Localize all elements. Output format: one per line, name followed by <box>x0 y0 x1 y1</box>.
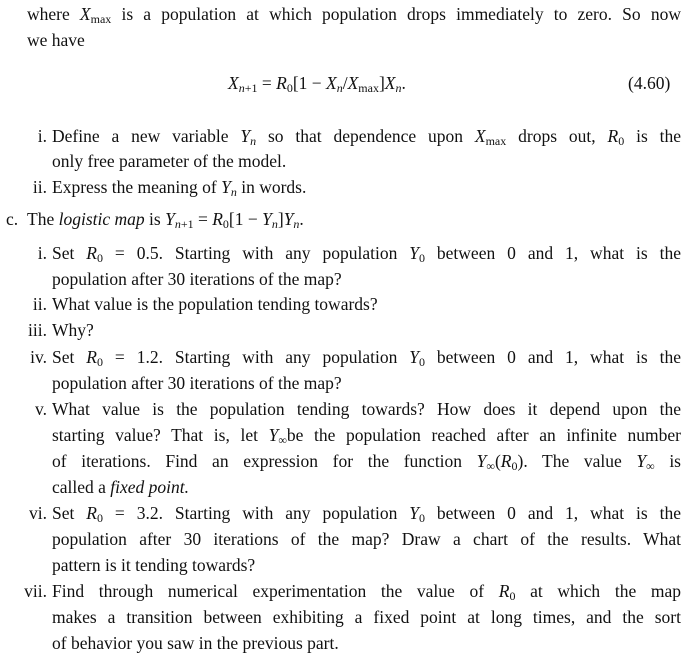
part-c-text: The logistic map is $Y_{n+1} = R_0[1 - Y_n]Y_n$. <box>27 209 304 231</box>
item-c-i-line-1: Set $R_0 = 0.5$. Starting with any population $Y_0$ between 0 and 1, what is the <box>52 243 681 265</box>
item-c-iv-line-1: Set $R_0 = 1.2$. Starting with any population $Y_0$ between 0 and 1, what is the <box>52 347 681 369</box>
item-c-vii-line-1: Find through numerical experimentation the value of $R_0$ at which the map <box>52 581 682 603</box>
item-b-i-line-2: only free parameter of the model. <box>52 151 287 171</box>
item-c-vi-line-1: Set $R_0 = 3.2$. Starting with any population $Y_0$ between 0 and 1, what is the <box>52 503 681 525</box>
intro-line-1: where $X_{max}$ is a population at which population drops immediately to zero. So now <box>27 4 681 26</box>
item-c-vii-line-2: makes a transition between exhibiting a fixed point at long times, and the sort <box>52 607 681 627</box>
equation-expression: $X_{n+1} = R_0[1 - X_n/X_{max}]X_n$. <box>228 73 406 95</box>
item-c-iv-label: iv. <box>30 347 47 367</box>
item-c-i-line-2: population after 30 iterations of the map? <box>52 269 342 289</box>
item-c-iv-line-2: population after 30 iterations of the map? <box>52 373 342 393</box>
item-b-i-line-1: Define a new variable $Y_n$ so that dependence upon $X_{max}$ drops out, $R_0$ is the <box>52 126 682 148</box>
item-c-i-label: i. <box>37 243 47 263</box>
item-c-ii-label: ii. <box>32 294 47 314</box>
item-c-vi-label: vi. <box>29 503 47 523</box>
item-c-vii-label: vii. <box>24 581 47 601</box>
item-c-iii-text: Why? <box>52 320 94 340</box>
item-b-i-label: i. <box>37 126 47 146</box>
item-c-ii-text: What value is the population tending towards? <box>52 294 378 314</box>
item-c-v-line-2: starting value? That is, let $Y_\infty be$ the population reached after an infinite number <box>52 425 682 447</box>
intro-line-2: we have <box>27 30 85 50</box>
item-b-ii-label: ii. <box>32 177 47 197</box>
item-c-v-line-3: of iterations. Find an expression for the function $Y_\infty(R_0)$. The value $Y_\infty$ is <box>52 451 681 473</box>
item-c-vi-line-2: population after 30 iterations of the map? Draw a chart of the results. What <box>52 529 681 549</box>
equation-number: (4.60) <box>628 73 671 93</box>
item-c-v-label: v. <box>35 399 47 419</box>
item-c-iii-label: iii. <box>28 320 47 340</box>
item-c-v-line-4: called a fixed point. <box>52 477 190 497</box>
part-c-label: c. <box>6 209 19 229</box>
item-c-v-line-1: What value is the population tending towards? How does it depend upon the <box>52 399 681 419</box>
item-c-vi-line-3: pattern is it tending towards? <box>52 555 256 575</box>
item-c-vii-line-3: of behavior you saw in the previous part. <box>52 633 339 653</box>
item-b-ii-text: Express the meaning of $Y_n$ in words. <box>52 177 307 199</box>
